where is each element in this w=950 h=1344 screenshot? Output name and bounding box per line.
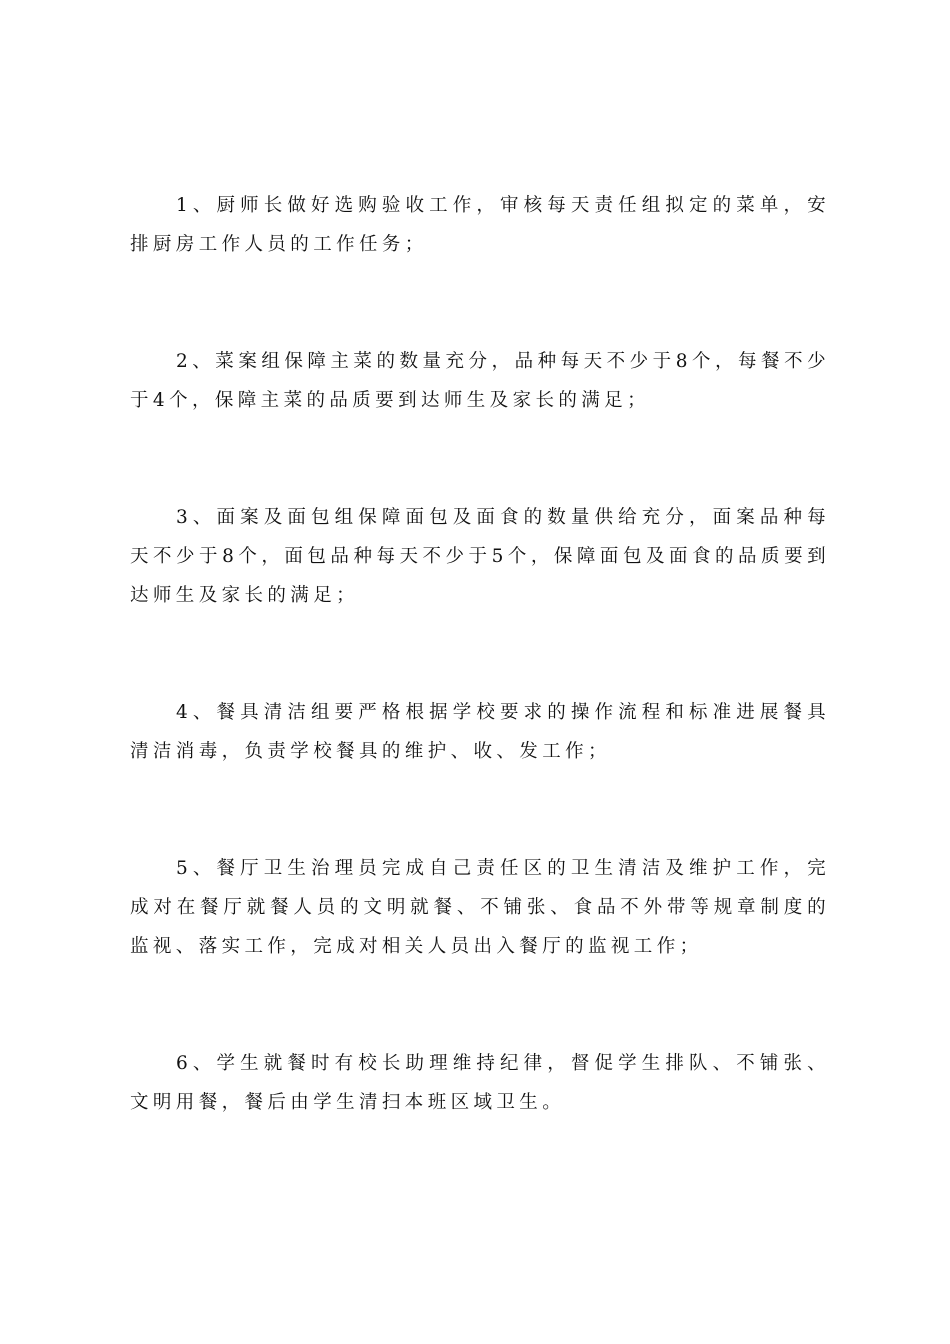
paragraph-4: 4、餐具清洁组要严格根据学校要求的操作流程和标准进展餐具清洁消毒，负责学校餐具的维护、收、发工作；	[130, 702, 830, 762]
paragraph-spacer	[130, 615, 830, 693]
document-body	[130, 186, 830, 1122]
paragraph-2: 2、菜案组保障主菜的数量充分，品种每天不少于8个，每餐不少于4个，保障主菜的品质要到达师生及家长的满足；	[130, 351, 830, 411]
paragraph-spacer	[130, 264, 830, 342]
paragraph-6: 6、学生就餐时有校长助理维持纪律，督促学生排队、不铺张、文明用餐，餐后由学生清扫本班区域卫生。	[130, 1053, 830, 1113]
paragraph-spacer	[130, 771, 830, 849]
paragraph-spacer	[130, 966, 830, 1044]
paragraph-3: 3、面案及面包组保障面包及面食的数量供给充分，面案品种每天不少于8个，面包品种每天不少于5个，保障面包及面食的品质要到达师生及家长的满足；	[130, 507, 830, 606]
paragraph-spacer	[130, 420, 830, 498]
paragraph-5: 5、餐厅卫生治理员完成自己责任区的卫生清洁及维护工作，完成对在餐厅就餐人员的文明就餐、不铺张、食品不外带等规章制度的监视、落实工作，完成对相关人员出入餐厅的监视工作；	[130, 858, 830, 957]
paragraph-1: 1、厨师长做好选购验收工作，审核每天责任组拟定的菜单，安排厨房工作人员的工作任务；	[130, 195, 830, 255]
